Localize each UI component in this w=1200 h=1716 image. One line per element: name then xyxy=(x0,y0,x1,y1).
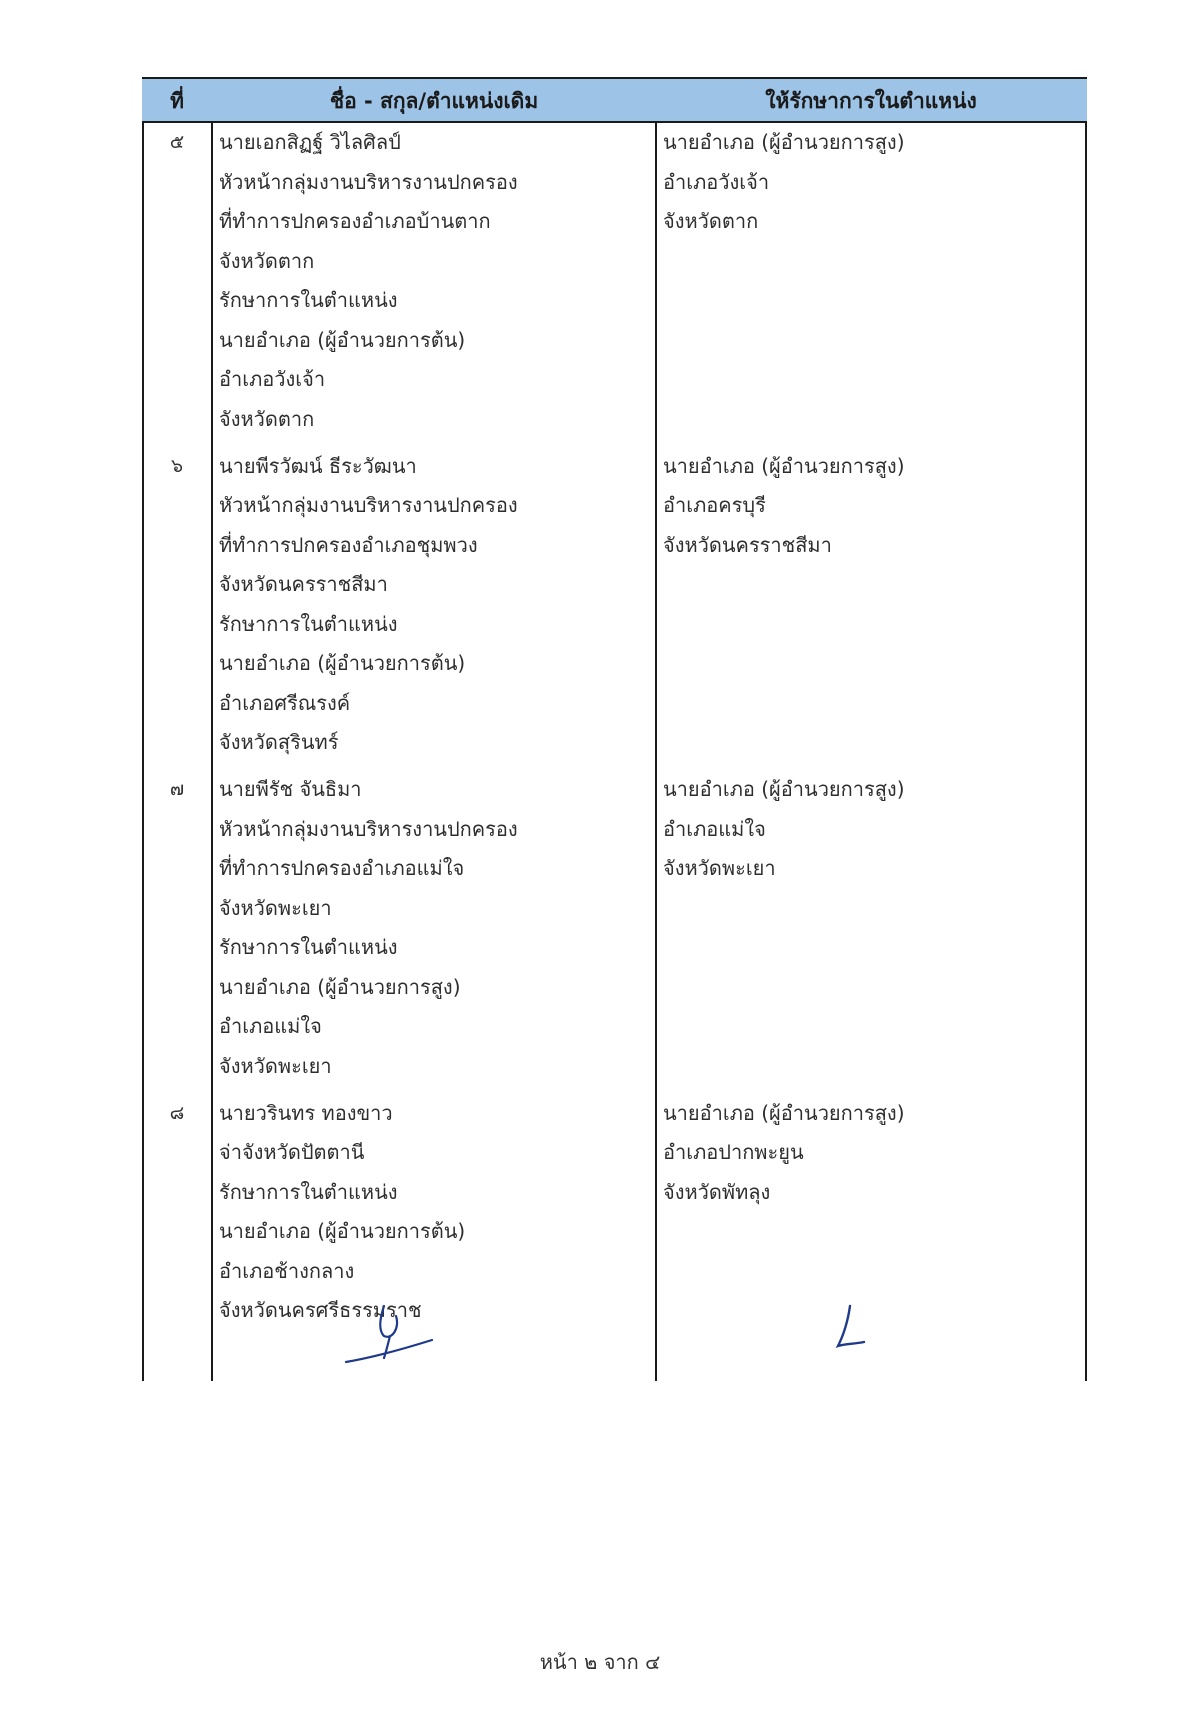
old-line: จังหวัดสุรินทร์ xyxy=(219,730,339,754)
old-line: จังหวัดพะเยา xyxy=(219,1053,332,1078)
old-line: นายอำเภอ (ผู้อำนวยการต้น) xyxy=(219,1219,466,1243)
old-line: ที่ทำการปกครองอำเภอชุมพวง xyxy=(219,532,478,557)
header-no: ที่ xyxy=(170,89,184,113)
header-name-old-position: ชื่อ - สกุล/ตำแหน่งเดิม xyxy=(329,89,539,113)
new-line: จังหวัดนครราชสีมา xyxy=(663,532,832,557)
old-line: จังหวัดนครราชสีมา xyxy=(219,572,388,596)
new-line: นายอำเภอ (ผู้อำนวยการสูง) xyxy=(663,1100,905,1125)
table-row xyxy=(142,447,1087,771)
new-line: อำเภอปากพะยูน xyxy=(663,1140,804,1164)
old-line: นายวรินทร ทองขาว xyxy=(219,1100,393,1125)
acting-position-cell xyxy=(663,447,1078,566)
old-line: จังหวัดพะเยา xyxy=(219,895,332,920)
old-line: นายอำเภอ (ผู้อำนวยการต้น) xyxy=(219,327,466,352)
old-position-cell xyxy=(219,1094,649,1331)
old-position-cell xyxy=(219,447,649,763)
old-line: นายอำเภอ (ผู้อำนวยการต้น) xyxy=(219,651,466,675)
new-line: นายอำเภอ (ผู้อำนวยการสูง) xyxy=(663,453,905,478)
row-number: ๗ xyxy=(169,778,185,800)
signature-left-icon xyxy=(340,1300,450,1370)
acting-position-cell xyxy=(663,1094,1078,1213)
new-line: นายอำเภอ (ผู้อำนวยการสูง) xyxy=(663,777,905,801)
old-line: อำเภอศรีณรงค์ xyxy=(219,690,351,715)
old-line: จ่าจังหวัดปัตตานี xyxy=(219,1140,365,1164)
old-line: จังหวัดตาก xyxy=(219,248,315,273)
old-line: อำเภอช้างกลาง xyxy=(219,1258,355,1283)
page-number: หน้า ๒ จาก ๔ xyxy=(539,1650,661,1674)
table-header xyxy=(142,77,1087,123)
old-line: รักษาการในตำแหน่ง xyxy=(219,1179,398,1204)
old-line: อำเภอวังเจ้า xyxy=(219,367,326,391)
signature-right-icon xyxy=(820,1300,880,1360)
old-line: รักษาการในตำแหน่ง xyxy=(219,288,398,312)
old-line: จังหวัดนครศรีธรรมราช xyxy=(219,1298,422,1322)
old-line: อำเภอแม่ใจ xyxy=(219,1014,322,1038)
row-number: ๘ xyxy=(169,1101,185,1124)
new-line: อำเภอครบุรี xyxy=(663,493,766,517)
old-line: หัวหน้ากลุ่มงานบริหารงานปกครอง xyxy=(219,493,518,517)
new-line: นายอำเภอ (ผู้อำนวยการสูง) xyxy=(663,130,905,154)
old-position-cell xyxy=(219,123,649,439)
row-number: ๕ xyxy=(169,131,185,153)
table-row xyxy=(142,1094,1087,1374)
old-line: นายพีรัช จันธิมา xyxy=(219,777,362,801)
table-row xyxy=(142,770,1087,1094)
acting-position-cell xyxy=(663,123,1078,242)
old-line: รักษาการในตำแหน่ง xyxy=(219,935,398,959)
row-number: ๖ xyxy=(170,454,184,477)
new-line: จังหวัดพะเยา xyxy=(663,856,776,880)
old-line: รักษาการในตำแหน่ง xyxy=(219,611,398,636)
old-line: นายอำเภอ (ผู้อำนวยการสูง) xyxy=(219,974,461,999)
acting-position-cell xyxy=(663,770,1078,889)
old-line: นายเอกสิฏฐ์ วิไลศิลป์ xyxy=(219,130,401,154)
old-line: นายพีรวัฒน์ ธีระวัฒนา xyxy=(219,453,417,478)
new-line: จังหวัดพัทลุง xyxy=(663,1179,771,1204)
old-line: จังหวัดตาก xyxy=(219,406,315,431)
old-line: ที่ทำการปกครองอำเภอแม่ใจ xyxy=(219,856,465,880)
header-acting-position: ให้รักษาการในตำแหน่ง xyxy=(765,89,977,113)
old-line: ที่ทำการปกครองอำเภอบ้านตาก xyxy=(219,209,491,233)
old-line: หัวหน้ากลุ่มงานบริหารงานปกครอง xyxy=(219,169,518,194)
new-line: อำเภอวังเจ้า xyxy=(663,169,770,194)
table-body xyxy=(142,123,1087,1374)
table-row xyxy=(142,123,1087,447)
new-line: อำเภอแม่ใจ xyxy=(663,816,766,841)
old-position-cell xyxy=(219,770,649,1086)
new-line: จังหวัดตาก xyxy=(663,209,759,233)
old-line: หัวหน้ากลุ่มงานบริหารงานปกครอง xyxy=(219,816,518,841)
